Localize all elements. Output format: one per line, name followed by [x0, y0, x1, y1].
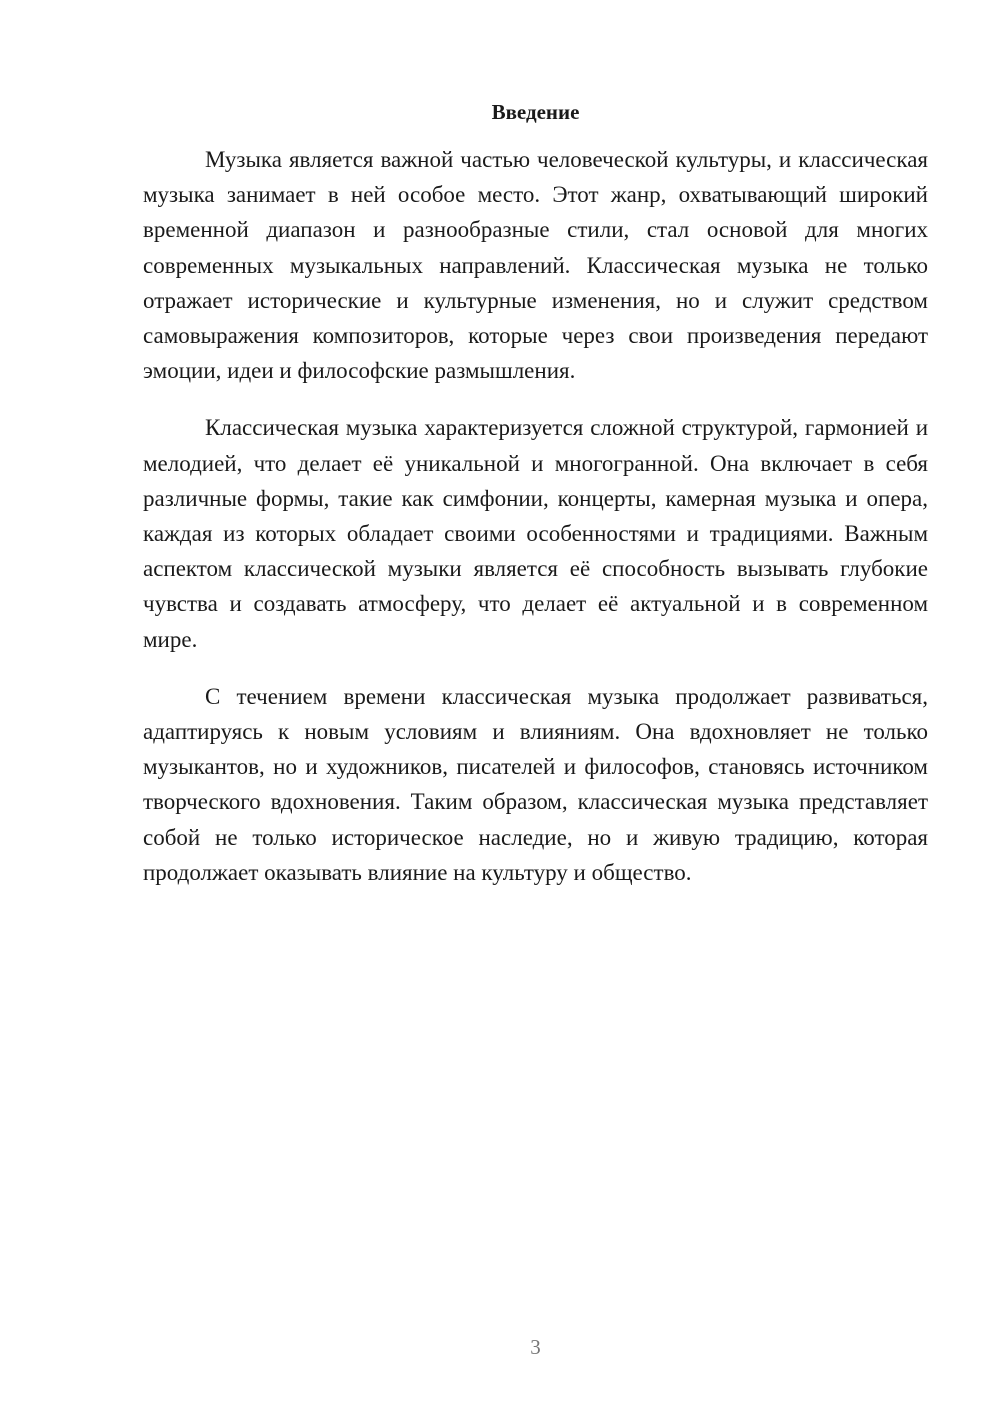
paragraph-3: С течением времени классическая музыка продолжает развиваться, адаптируясь к новым условиям и влияниям. Она вдохновляет не только музыкантов, но и художников, писателей и философов, становясь источником творческого вдохновения. Таким образом, классическая музыка представляет собой не только историческое наследие, но и живую традицию, которая продолжает оказывать влияние на культуру и общество.	[143, 683, 928, 885]
page-number: 3	[530, 1335, 541, 1359]
document-body	[143, 142, 928, 912]
paragraph-1: Музыка является важной частью человеческой культуры, и классическая музыка занимает в ней особое место. Этот жанр, охватывающий широкий временной диапазон и разнообразные стили, стал основой для многих современных музыкальных направлений. Классическая музыка не только отражает исторические и культурные изменения, но и служит средством самовыражения композиторов, которые через свои произведения передают эмоции, идеи и философские размышления.	[143, 147, 928, 384]
page-title: Введение	[491, 100, 580, 124]
paragraph-2: Классическая музыка характеризуется сложной структурой, гармонией и мелодией, что делает её уникальной и многогранной. Она включает в себя различные формы, такие как симфонии, концерты, камерная музыка и опера, каждая из которых обладает своими особенностями и традициями. Важным аспектом классической музыки является её способность вызывать глубокие чувства и создавать атмосферу, что делает её актуальной и в современном мире.	[143, 415, 928, 652]
